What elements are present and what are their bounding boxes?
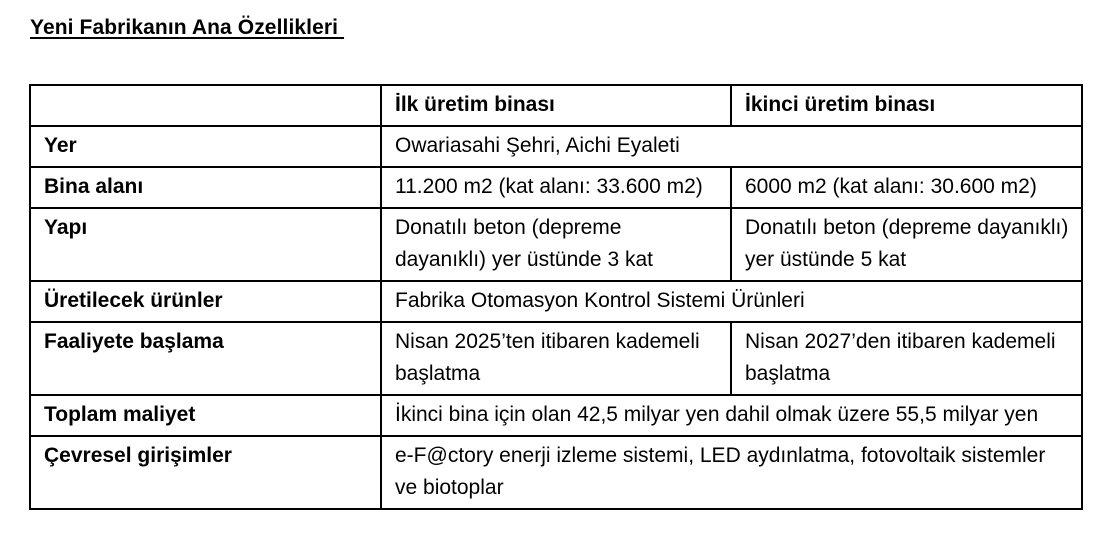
- cell-total-cost: İkinci bina için olan 42,5 milyar yen dahil olmak üzere 55,5 milyar yen: [381, 395, 1082, 436]
- row-label-location: Yer: [30, 126, 381, 167]
- header-second-building: İkinci üretim binası: [731, 85, 1082, 126]
- row-label-start-of-operations: Faaliyete başlama: [30, 322, 381, 395]
- table-row-location: [30, 126, 1082, 167]
- cell-start-first: Nisan 2025’ten itibaren kademeli başlatma: [381, 322, 731, 395]
- table-row-structure: [30, 208, 1082, 281]
- factory-specs-table: [29, 84, 1083, 510]
- cell-structure-second: Donatılı beton (depreme dayanıklı) yer üstünde 5 kat: [731, 208, 1082, 281]
- row-label-products: Üretilecek ürünler: [30, 281, 381, 322]
- table-row-environmental: [30, 436, 1082, 509]
- table-row-total-cost: [30, 395, 1082, 436]
- cell-products: Fabrika Otomasyon Kontrol Sistemi Ürünleri: [381, 281, 1082, 322]
- header-empty-cell: [30, 85, 381, 126]
- cell-start-second: Nisan 2027’den itibaren kademeli başlatma: [731, 322, 1082, 395]
- table-header-row: [30, 85, 1082, 126]
- row-label-total-cost: Toplam maliyet: [30, 395, 381, 436]
- document-title: Yeni Fabrikanın Ana Özellikleri: [30, 16, 345, 39]
- table-row-building-area: [30, 167, 1082, 208]
- cell-building-area-second: 6000 m2 (kat alanı: 30.600 m2): [731, 167, 1082, 208]
- cell-structure-first: Donatılı beton (depreme dayanıklı) yer üstünde 3 kat: [381, 208, 731, 281]
- table-row-products: [30, 281, 1082, 322]
- row-label-structure: Yapı: [30, 208, 381, 281]
- header-first-building: İlk üretim binası: [381, 85, 731, 126]
- table-row-start-of-operations: [30, 322, 1082, 395]
- row-label-building-area: Bina alanı: [30, 167, 381, 208]
- cell-location: Owariasahi Şehri, Aichi Eyaleti: [381, 126, 1082, 167]
- cell-building-area-first: 11.200 m2 (kat alanı: 33.600 m2): [381, 167, 731, 208]
- row-label-environmental: Çevresel girişimler: [30, 436, 381, 509]
- cell-environmental: e-F@ctory enerji izleme sistemi, LED aydınlatma, fotovoltaik sistemler ve biotoplar: [381, 436, 1082, 509]
